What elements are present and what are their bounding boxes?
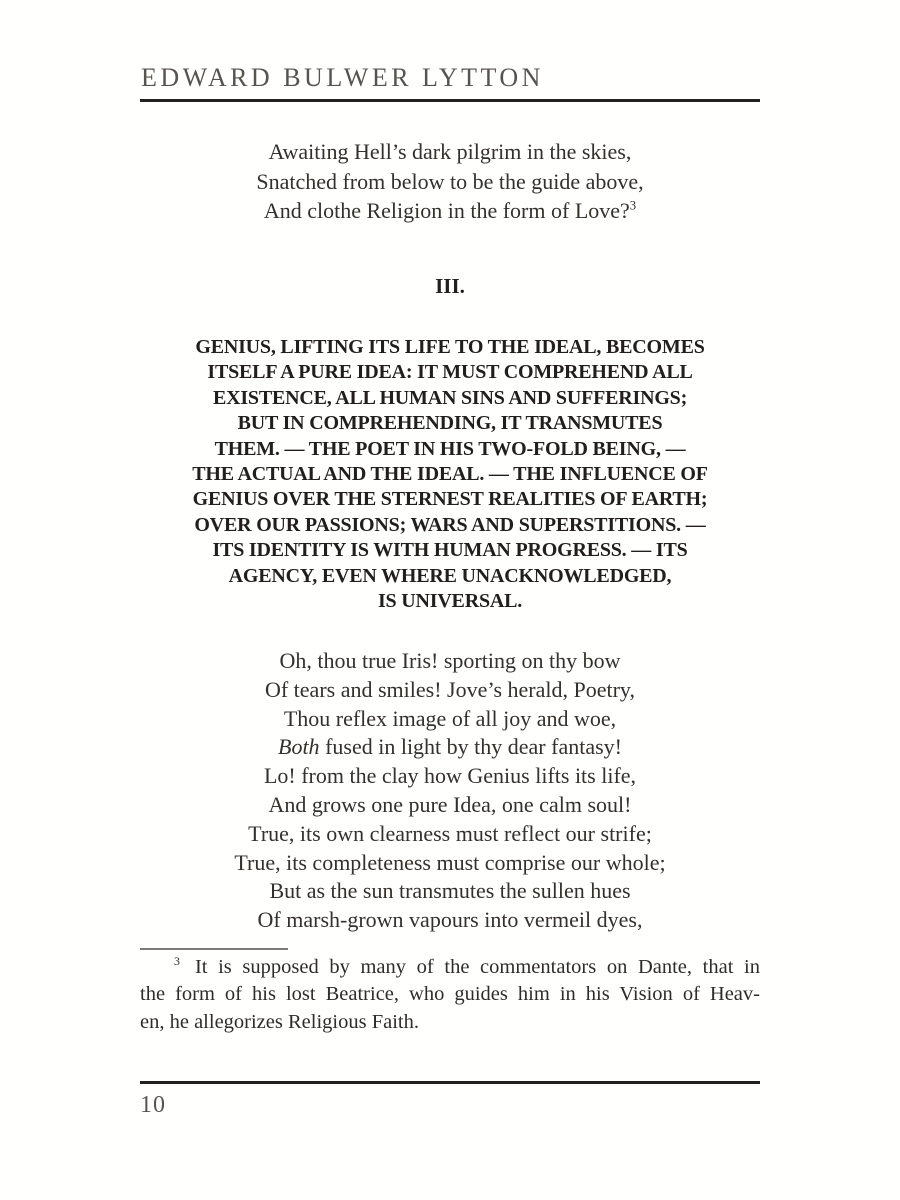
section-heading: III. [435, 274, 465, 298]
verse-line [140, 733, 760, 762]
argument-line: THE ACTUAL AND THE IDEAL. — THE INFLUENCE OF [192, 463, 708, 486]
footer-rule [140, 1081, 760, 1084]
footnote-marker: 3 [174, 954, 180, 969]
argument-line: BUT IN COMPREHENDING, IT TRANSMUTES [237, 412, 663, 435]
verse-line: Snatched from below to be the guide above, [256, 168, 644, 194]
footnote-line: en, he allegorizes Religious Faith. [140, 1010, 419, 1033]
stanza-main [140, 647, 760, 935]
footnote-line [140, 954, 760, 981]
section-argument [130, 335, 770, 614]
argument-line: ITS IDENTITY IS WITH HUMAN PROGRESS. — ITS [212, 539, 688, 562]
verse-line: Awaiting Hell’s dark pilgrim in the skies, [268, 139, 632, 164]
running-header-author: EDWARD BULWER LYTTON [141, 63, 544, 92]
stanza-opening [140, 137, 760, 226]
footnote-reference: 3 [629, 198, 637, 213]
argument-line: IS UNIVERSAL. [377, 590, 523, 613]
verse-line: Lo! from the clay how Genius lifts its life, [263, 763, 637, 789]
page-number: 10 [140, 1092, 166, 1118]
verse-line [140, 196, 760, 226]
argument-line: EXISTENCE, ALL HUMAN SINS AND SUFFERINGS; [212, 386, 688, 409]
argument-line: THEM. — THE POET IN HIS TWO-FOLD BEING, — [214, 437, 686, 460]
verse-line-text: fused in light by thy dear fantasy! [319, 734, 622, 760]
argument-line: OVER OUR PASSIONS; WARS AND SUPERSTITIONS. — [194, 513, 706, 536]
verse-line: Of marsh-grown vapours into vermeil dyes, [257, 907, 643, 933]
verse-line-text: And clothe Religion in the form of Love? [263, 198, 630, 223]
footnote-separator [140, 948, 288, 950]
verse-line: Thou reflex image of all joy and woe, [283, 705, 617, 731]
argument-line: GENIUS, LIFTING ITS LIFE TO THE IDEAL, BECOMES [195, 336, 705, 358]
verse-line: But as the sun transmutes the sullen hues [269, 878, 631, 904]
verse-line: True, its completeness must comprise our whole; [234, 849, 666, 875]
argument-line: GENIUS OVER THE STERNEST REALITIES OF EARTH; [192, 488, 708, 511]
footnote-line-text: It is supposed by many of the commentators on Dante, that in [194, 956, 760, 978]
header-rule [140, 99, 760, 102]
footnote [140, 954, 760, 1036]
verse-line: Of tears and smiles! Jove’s herald, Poetry, [264, 676, 636, 702]
footnote-line: the form of his lost Beatrice, who guides him in his Vision of Heav- [140, 983, 760, 1006]
argument-line: ITSELF A PURE IDEA: IT MUST COMPREHEND ALL [207, 361, 693, 384]
verse-italic-word: Both [278, 734, 320, 760]
argument-line: AGENCY, EVEN WHERE UNACKNOWLEDGED, [228, 564, 672, 587]
verse-line: Oh, thou true Iris! sporting on thy bow [279, 648, 621, 673]
verse-line: And grows one pure Idea, one calm soul! [268, 791, 632, 817]
verse-line: True, its own clearness must reflect our strife; [248, 820, 652, 846]
